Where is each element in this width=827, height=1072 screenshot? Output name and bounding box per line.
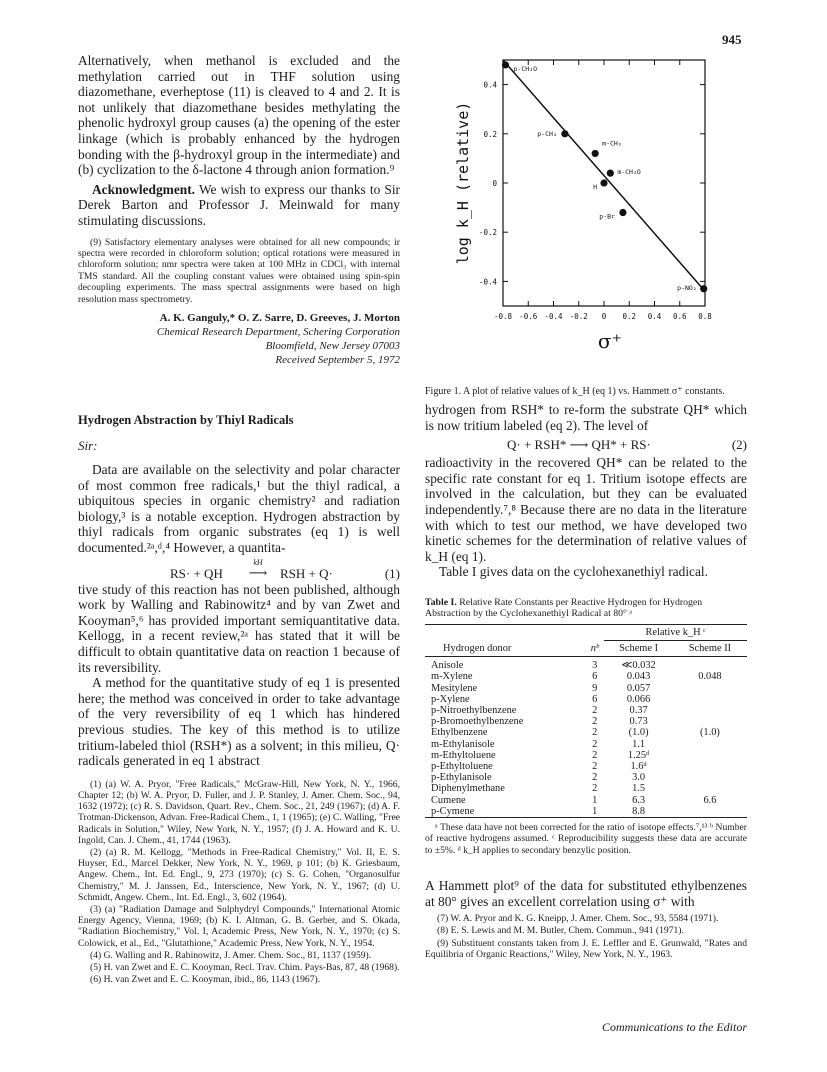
hammett-plot xyxy=(448,48,726,388)
cell-donor: p-Xylene xyxy=(431,693,470,705)
cell-scheme-2 xyxy=(673,657,747,672)
table-row xyxy=(425,716,747,727)
cell-scheme-2: 0.048 xyxy=(698,671,722,683)
point-label: p-NO₂ xyxy=(677,283,697,292)
acknowledgment xyxy=(78,182,400,229)
table-row xyxy=(425,795,747,806)
affiliation-1: Chemical Research Department, Schering Corporation xyxy=(156,325,400,338)
footnote-left-2: (2) (a) R. M. Kellogg, "Methods in Free-Radical Chemistry," Vol. II, E. S. Huyser, Ed., Marcel Dekker, New York, N. Y., 1969, p 101; (b) K. Griesbaum, Angew. Chem., Int. Ed. Engl., 9, 273 (1970); (c) S. G. Cohen, "Organosulfur Chemistry," M. J. Janssen, Ed., Interscience, New York, N. Y., 1967; (d) U. Schmidt, Angew. Chem., Int. Ed. Engl., 3, 602 (1964). xyxy=(78,846,400,903)
cell-scheme-1: 1.1 xyxy=(632,738,646,750)
paragraph-data-available: Data are available on the selectivity and polar character of most common free radicals,¹ but the thiyl radical, a ubiquitous species in organic chemistry² and radiation biology,³ is a notable exception. Hydrogen abstraction by thiyl radicals from organic substrates (eq 1) is well documented.²ᵃ,ᵈ,⁴ However, a quantita- xyxy=(78,462,400,555)
table-row xyxy=(425,657,747,672)
y-tick-label: 0.2 xyxy=(483,129,497,139)
cell-scheme-2 xyxy=(673,694,747,705)
cell-scheme-2: (1.0) xyxy=(699,727,720,739)
table-1-caption-text: Relative Rate Constants per Reactive Hydrogen for Hydrogen Abstraction by the Cyclohexanethiyl Radical at 80° ᵃ xyxy=(425,597,703,620)
table-1-block xyxy=(425,597,747,856)
cell-n: 9 xyxy=(592,682,598,694)
footnote-right-3: (9) Substituent constants taken from J. E. Leffler and E. Grunwald, "Rates and Equilibria of Organic Reactions," Wiley, New York, N. Y., 1963. xyxy=(425,937,747,960)
equation-1-right: RSH + Q· xyxy=(280,565,333,581)
cell-donor: p-Nitroethylbenzene xyxy=(431,705,517,717)
cell-scheme-1: 3.0 xyxy=(632,772,646,784)
cell-n: 1 xyxy=(592,794,598,806)
cell-n: 6 xyxy=(592,693,598,705)
cell-scheme-1: (1.0) xyxy=(628,727,649,739)
data-point xyxy=(607,170,614,177)
cell-scheme-1: 0.066 xyxy=(626,693,651,705)
footnotes-right xyxy=(425,913,747,960)
right-column-text xyxy=(425,402,747,580)
x-axis-label: σ⁺ xyxy=(597,329,623,353)
cell-donor: Diphenylmethane xyxy=(431,783,505,795)
cell-scheme-1: 0.37 xyxy=(629,705,648,717)
equation-2 xyxy=(425,435,747,455)
cell-n: 2 xyxy=(592,749,598,761)
table-row xyxy=(425,783,747,794)
col-header-scheme-1: Scheme I xyxy=(619,643,659,655)
fit-line xyxy=(503,60,705,291)
cell-donor: Mesitylene xyxy=(431,682,478,694)
cell-n: 3 xyxy=(592,660,598,672)
cell-n: 2 xyxy=(592,772,598,784)
cell-n: 1 xyxy=(592,805,598,817)
data-point xyxy=(700,285,707,292)
cell-n: 2 xyxy=(592,727,598,739)
paragraph-hydrogen-from: hydrogen from RSH* to re-form the substrate QH* which is now tritium labeled (eq 2). The level of xyxy=(425,402,747,433)
acknowledgment-label: Acknowledgment. xyxy=(92,181,196,197)
table-row xyxy=(425,750,747,761)
footnote-left-1: (1) (a) W. A. Pryor, "Free Radicals," McGraw-Hill, New York, N. Y., 1966, Chapter 12; (b) W. A. Pryor, D. Fuller, and J. P. Stanley, J. Amer. Chem. Soc., 94, 1632 (1972); (c) R. S. Davidson, Quart. Rev., Chem. Soc., 21, 249 (1967); (d) A. F. Trotman-Dickenson, Advan. Free-Radical Chem., 1, 1 (1965); (e) C. Walling, "Free Radicals in Solution," Wiley, New York, N. Y., 1957; (f) J. A. Howard and K. U. Ingold, Can. J. Chem., 41, 1744 (1963). xyxy=(78,778,400,846)
footnote-right-2: (8) E. S. Lewis and M. M. Butler, Chem. Commun., 941 (1971). xyxy=(437,925,684,937)
affiliation-2: Bloomfield, New Jersey 07003 xyxy=(265,339,400,352)
cell-scheme-2 xyxy=(673,783,747,794)
paragraph-hammett: A Hammett plot⁹ of the data for substituted ethylbenzenes at 80° gives an excellent correlation using σ⁺ with xyxy=(425,878,747,909)
author-block xyxy=(78,311,400,367)
cell-scheme-1: 0.043 xyxy=(626,671,651,683)
footnote-left-6: (6) H. van Zwet and E. C. Kooyman, ibid., 86, 1143 (1967). xyxy=(90,974,321,986)
cell-n: 2 xyxy=(592,783,598,795)
y-tick-label: -0.2 xyxy=(478,228,497,238)
paragraph-table-intro: Table I gives data on the cyclohexanethiyl radical. xyxy=(439,564,708,580)
authors: A. K. Ganguly,* O. Z. Sarre, D. Greeves, J. Morton xyxy=(159,311,400,324)
article-left xyxy=(78,413,400,986)
col-header-donor: Hydrogen donor xyxy=(443,642,512,654)
y-tick-label: -0.4 xyxy=(478,277,497,287)
table-row xyxy=(425,694,747,705)
x-tick-label: -0.8 xyxy=(493,312,513,321)
x-tick-label: 0.6 xyxy=(672,312,687,321)
signoff: Communications to the Editor xyxy=(602,1020,747,1034)
cell-donor: Cumene xyxy=(431,794,466,806)
table-1 xyxy=(425,625,747,817)
cell-donor: p-Cymene xyxy=(431,805,475,817)
equation-1-number: (1) xyxy=(384,565,400,581)
footnotes-left xyxy=(78,779,400,986)
paragraph-radioactivity: radioactivity in the recovered QH* can be related to the specific rate constant for eq 1. Tritium isotope effects are involved in the calculation, but they can be evaluated independently.⁷,⁸ Because there are no data in the literature with which to test our method, we have developed two kinetic schemes for the determination of relative values of k_H (eq 1). xyxy=(425,455,747,564)
paragraph-method: A method for the quantitative study of eq 1 is presented here; the method was conceived in order to take advantage of the very reversibility of eq 1 which has hindered previous studies. The key of this method is to utilize tritium-labeled thiol (RSH*) as a solvent; in this milieu, Q· radicals generated in eq 1 abstract xyxy=(78,675,400,769)
table-row xyxy=(425,671,747,682)
equation-1-arrow: kH ⟶ xyxy=(248,557,268,580)
x-tick-label: 0.8 xyxy=(698,312,712,321)
page-number: 945 xyxy=(722,32,742,47)
footnote-left-5: (5) H. van Zwet and E. C. Kooyman, Recl. Trav. Chim. Pays-Bas, 87, 48 (1968). xyxy=(90,961,400,973)
x-tick-label: 0.2 xyxy=(622,312,637,321)
top-left-section xyxy=(78,53,400,367)
relative-kh-header xyxy=(604,625,747,641)
x-tick-label: -0.2 xyxy=(569,312,588,321)
cell-n: 6 xyxy=(592,671,598,683)
relative-kh-header-text: Relative k_H ᶜ xyxy=(645,626,706,638)
y-tick-label: 0.4 xyxy=(483,80,497,90)
x-tick-label: 0 xyxy=(601,312,607,321)
paragraph-alternatively: Alternatively, when methanol is excluded and the methylation carried out in THF solution using diazomethane, everheptose (11) is cleaved to 4 and 2. It is not unlikely that diazomethane besides methylating the phenolic hydroxyl group causes (a) the opening of the ester linkage (which is probably enhanced by the hydrogen bonding with the β-hydroxyl group in the intermediate) and (b) cyclization to the δ-lactone 4 through anion formation.⁹ xyxy=(78,53,400,178)
figure-caption: Figure 1. A plot of relative values of k_H (eq 1) vs. Hammett σ⁺ constants. xyxy=(425,386,725,397)
x-tick-label: 0.4 xyxy=(647,312,662,321)
col-header-scheme-2: Scheme II xyxy=(688,643,732,655)
cell-scheme-2 xyxy=(673,750,747,761)
table-row xyxy=(425,806,747,817)
cell-scheme-1: ≪0.032 xyxy=(621,660,656,672)
cell-scheme-1: 1.5 xyxy=(632,783,646,795)
data-point xyxy=(592,150,599,157)
equation-2-body: Q· + RSH* ⟶ QH* + RS· xyxy=(507,437,651,453)
cell-scheme-2: 6.6 xyxy=(703,794,717,806)
cell-scheme-2 xyxy=(673,806,747,817)
cell-scheme-1: 8.8 xyxy=(632,805,646,817)
point-label: m-CH₃O xyxy=(617,168,641,177)
table-row xyxy=(425,683,747,694)
equation-1-left: RS· + QH xyxy=(170,565,223,581)
cell-scheme-2 xyxy=(673,716,747,727)
cell-donor: Anisole xyxy=(431,660,464,672)
salutation: Sir: xyxy=(78,438,98,453)
cell-scheme-1: 1.25ᵈ xyxy=(627,749,650,761)
article-title: Hydrogen Abstraction by Thiyl Radicals xyxy=(78,413,294,427)
cell-n: 2 xyxy=(592,716,598,728)
table-1-label: Table I. xyxy=(425,597,457,608)
equation-2-number: (2) xyxy=(731,437,747,453)
point-label: m-CH₃ xyxy=(602,139,622,148)
cell-donor: p-Bromoethylbenzene xyxy=(431,716,524,728)
table-row xyxy=(425,772,747,783)
y-axis-label: log k_H (relative) xyxy=(454,101,472,265)
table-1-body xyxy=(425,657,747,817)
cell-scheme-1: 0.057 xyxy=(626,682,651,694)
paragraph-tive-study: tive study of this reaction has not been published, although work by Walling and Rabinowitz⁴ and by van Zwet and Kooyman⁵,⁶ has provided important semiquantitative data. Kellogg, in a recent review,²ᵃ has stated that it will be difficult to obtain quantitative data on reaction 1 because of its reversibility. xyxy=(78,581,400,675)
equation-1 xyxy=(78,556,400,582)
point-label: p-CH₃ xyxy=(537,129,557,138)
cell-scheme-2 xyxy=(673,761,747,772)
note-9: (9) Satisfactory elementary analyses were obtained for all new compounds; ir spectra were recorded in chloroform solution; optical rotations were measured in chloroform solution; nmr spectra were taken at 100 MHz in CDCl₃ with internal TMS standard. All the coupling constant values were obtained using spin-spin decoupling experiments. The mass spectral assignments were based on high resolution mass spectrometry. xyxy=(78,236,400,305)
footnote-left-4: (4) G. Walling and R. Rabinowitz, J. Amer. Chem. Soc., 81, 1137 (1959). xyxy=(90,949,372,961)
cell-scheme-1: 0.73 xyxy=(629,716,648,728)
data-point xyxy=(619,209,626,216)
data-point xyxy=(561,130,568,137)
table-row xyxy=(425,739,747,750)
equation-1-rate-constant: kH xyxy=(253,557,263,567)
cell-donor: m-Xylene xyxy=(431,671,473,683)
cell-scheme-2 xyxy=(673,739,747,750)
table-row xyxy=(425,761,747,772)
table-row xyxy=(425,705,747,716)
cell-donor: p-Ethylanisole xyxy=(431,772,492,784)
x-tick-label: -0.6 xyxy=(519,312,538,321)
x-tick-label: -0.4 xyxy=(544,312,563,321)
received-date: Received September 5, 1972 xyxy=(275,353,400,366)
col-header-n: nᵇ xyxy=(590,642,599,654)
cell-donor: m-Ethylanisole xyxy=(431,738,495,750)
table-row xyxy=(425,727,747,738)
data-point xyxy=(502,61,509,68)
cell-scheme-2 xyxy=(673,772,747,783)
cell-n: 2 xyxy=(592,738,598,750)
cell-n: 2 xyxy=(592,761,598,773)
cell-scheme-2 xyxy=(673,683,747,694)
point-label: p-Br xyxy=(599,212,615,221)
cell-donor: p-Ethyltoluene xyxy=(431,761,493,773)
point-label: p-CH₃O xyxy=(513,64,538,73)
acknowledgment-text: We wish to express our thanks to Sir Derek Barton and Professor J. Meinwald for many stimulating discussions. xyxy=(78,181,401,228)
cell-scheme-1: 1.6ᵈ xyxy=(630,761,647,773)
footnote-left-3: (3) (a) "Radiation Damage and Sulphydryl Compounds," International Atomic Energy Agency, Vienna, 1969; (b) K. I. Altman, G. B. Gerber, and S. Okada, "Radiation Biochemistry," Vol. I, Academic Press, New York, N. Y., 1970; (c) S. Colowick, et al., Ed., "Glutathione," Academic Press, New York, N. Y., 1954. xyxy=(78,903,400,949)
cell-scheme-1: 6.3 xyxy=(632,794,646,806)
table-1-notes: ᵃ These data have not been corrected for the ratio of isotope effects.⁷,¹³ ᵇ Number of reactive hydrogens assumed. ᶜ Reproducibility suggests these data are accurate to ±5%. ᵈ k_H applies to secondary benzylic position. xyxy=(425,822,747,856)
footnote-right-1: (7) W. A. Pryor and K. G. Kneipp, J. Amer. Chem. Soc., 93, 5584 (1971). xyxy=(437,913,719,925)
cell-donor: Ethylbenzene xyxy=(431,727,488,739)
cell-scheme-2 xyxy=(673,705,747,716)
right-column-bottom xyxy=(425,878,747,961)
y-tick-label: 0 xyxy=(492,179,497,188)
cell-donor: m-Ethyltoluene xyxy=(431,749,496,761)
cell-n: 2 xyxy=(592,705,598,717)
point-label: H xyxy=(593,183,597,191)
table-1-caption xyxy=(425,597,747,620)
data-point xyxy=(600,179,607,186)
